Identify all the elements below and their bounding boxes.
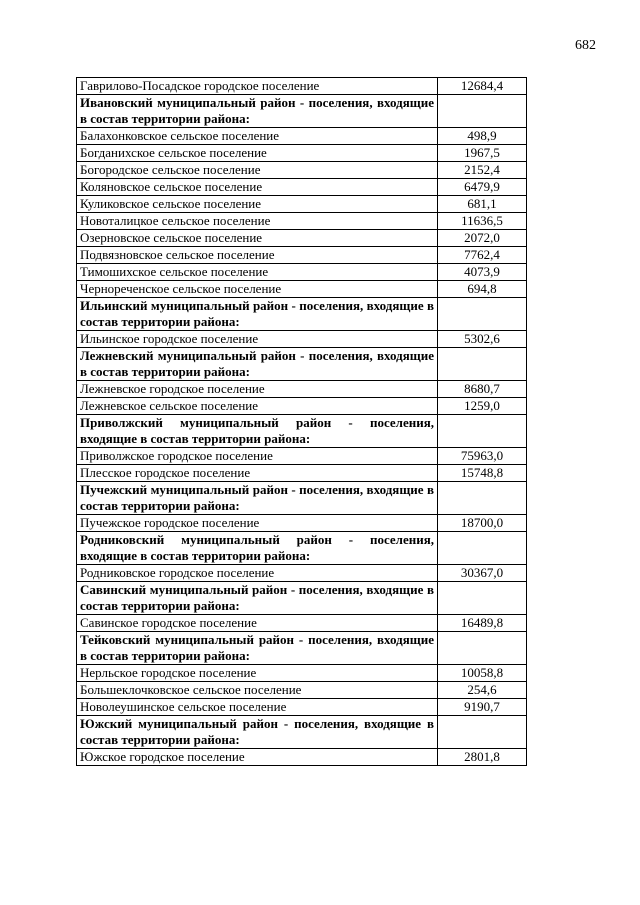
district-name: Пучежский муниципальный район - поселения, входящие в состав территории района: (77, 482, 438, 515)
settlement-row (77, 615, 527, 632)
settlement-row (77, 699, 527, 716)
amount-cell: 15748,8 (438, 465, 527, 482)
settlement-row (77, 565, 527, 582)
district-header-row (77, 532, 527, 565)
settlement-row (77, 213, 527, 230)
settlement-name: Богданихское сельское поселение (77, 145, 438, 162)
settlement-name: Балахонковское сельское поселение (77, 128, 438, 145)
district-header-row (77, 716, 527, 749)
amount-cell (438, 298, 527, 331)
settlement-name: Плесское городское поселение (77, 465, 438, 482)
settlement-name: Коляновское сельское поселение (77, 179, 438, 196)
settlement-row (77, 665, 527, 682)
amount-cell (438, 582, 527, 615)
settlement-name: Озерновское сельское поселение (77, 230, 438, 247)
settlement-name: Лежневское городское поселение (77, 381, 438, 398)
amount-cell: 2072,0 (438, 230, 527, 247)
settlement-name: Новоталицкое сельское поселение (77, 213, 438, 230)
settlement-row (77, 448, 527, 465)
settlement-row (77, 281, 527, 298)
amount-cell (438, 95, 527, 128)
amount-cell: 9190,7 (438, 699, 527, 716)
settlement-name: Подвязновское сельское поселение (77, 247, 438, 264)
settlement-name: Чернореченское сельское поселение (77, 281, 438, 298)
settlement-row (77, 515, 527, 532)
amount-cell: 2801,8 (438, 749, 527, 766)
settlement-name: Гаврилово-Посадское городское поселение (77, 78, 438, 95)
district-name: Южский муниципальный район - поселения, входящие в состав территории района: (77, 716, 438, 749)
settlement-row (77, 128, 527, 145)
settlement-row (77, 179, 527, 196)
amount-cell (438, 482, 527, 515)
settlement-row (77, 162, 527, 179)
district-name: Ильинский муниципальный район - поселения, входящие в состав территории района: (77, 298, 438, 331)
page-number: 682 (575, 38, 596, 53)
amount-cell: 1259,0 (438, 398, 527, 415)
amount-cell (438, 632, 527, 665)
amount-cell: 12684,4 (438, 78, 527, 95)
amount-cell: 498,9 (438, 128, 527, 145)
settlement-name: Большеклочковское сельское поселение (77, 682, 438, 699)
settlement-name: Новолеушинское сельское поселение (77, 699, 438, 716)
amount-cell: 11636,5 (438, 213, 527, 230)
settlement-row (77, 465, 527, 482)
amount-cell: 4073,9 (438, 264, 527, 281)
amount-cell: 75963,0 (438, 448, 527, 465)
district-header-row (77, 582, 527, 615)
amount-cell: 10058,8 (438, 665, 527, 682)
district-header-row (77, 95, 527, 128)
amount-cell: 7762,4 (438, 247, 527, 264)
settlement-row (77, 78, 527, 95)
settlement-name: Куликовское сельское поселение (77, 196, 438, 213)
settlement-name: Савинское городское поселение (77, 615, 438, 632)
amount-cell: 694,8 (438, 281, 527, 298)
settlement-row (77, 749, 527, 766)
amount-cell (438, 532, 527, 565)
settlement-row (77, 145, 527, 162)
settlement-name: Родниковское городское поселение (77, 565, 438, 582)
settlement-row (77, 247, 527, 264)
amount-cell: 8680,7 (438, 381, 527, 398)
settlement-name: Нерльское городское поселение (77, 665, 438, 682)
settlement-name: Тимошихское сельское поселение (77, 264, 438, 281)
district-header-row (77, 482, 527, 515)
amount-cell: 16489,8 (438, 615, 527, 632)
settlement-row (77, 264, 527, 281)
amount-cell: 30367,0 (438, 565, 527, 582)
settlement-row (77, 230, 527, 247)
amount-cell: 254,6 (438, 682, 527, 699)
district-header-row (77, 632, 527, 665)
settlement-name: Ильинское городское поселение (77, 331, 438, 348)
amount-cell: 6479,9 (438, 179, 527, 196)
settlement-name: Пучежское городское поселение (77, 515, 438, 532)
district-header-row (77, 298, 527, 331)
amount-cell: 18700,0 (438, 515, 527, 532)
amount-cell: 2152,4 (438, 162, 527, 179)
amount-cell: 1967,5 (438, 145, 527, 162)
settlement-name: Южское городское поселение (77, 749, 438, 766)
amount-cell (438, 716, 527, 749)
settlement-name: Лежневское сельское поселение (77, 398, 438, 415)
district-name: Приволжский муниципальный район - поселения, входящие в состав территории района: (77, 415, 438, 448)
settlement-row (77, 398, 527, 415)
amount-cell (438, 415, 527, 448)
amount-cell: 681,1 (438, 196, 527, 213)
district-name: Тейковский муниципальный район - поселения, входящие в состав территории района: (77, 632, 438, 665)
settlement-row (77, 682, 527, 699)
district-name: Лежневский муниципальный район - поселения, входящие в состав территории района: (77, 348, 438, 381)
amount-cell: 5302,6 (438, 331, 527, 348)
settlement-row (77, 331, 527, 348)
settlement-row (77, 381, 527, 398)
district-header-row (77, 348, 527, 381)
settlement-name: Приволжское городское поселение (77, 448, 438, 465)
settlement-row (77, 196, 527, 213)
settlement-budget-table (76, 77, 527, 766)
amount-cell (438, 348, 527, 381)
table-body (77, 78, 527, 766)
district-name: Родниковский муниципальный район - поселения, входящие в состав территории района: (77, 532, 438, 565)
district-name: Савинский муниципальный район - поселения, входящие в состав территории района: (77, 582, 438, 615)
settlement-name: Богородское сельское поселение (77, 162, 438, 179)
district-name: Ивановский муниципальный район - поселения, входящие в состав территории района: (77, 95, 438, 128)
district-header-row (77, 415, 527, 448)
